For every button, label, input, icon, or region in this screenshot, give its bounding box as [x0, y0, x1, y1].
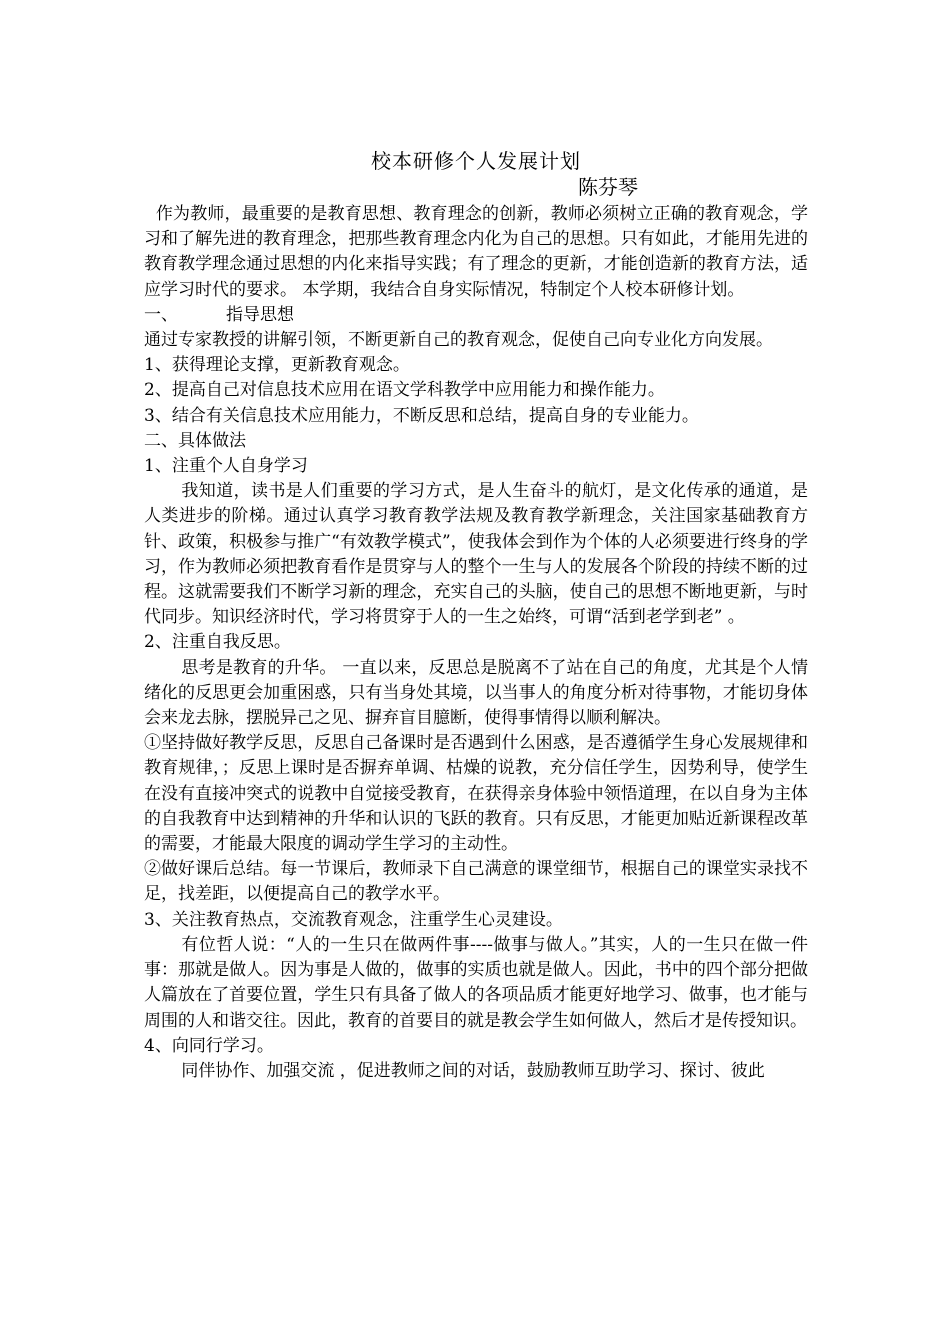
list-item: 2、提高自己对信息技术应用在语文学科教学中应用能力和操作能力。: [144, 380, 665, 401]
guiding-paragraph: 通过专家教授的讲解引领，不断更新自己的教育观念，促使自己向专业化方向发展。: [144, 330, 773, 351]
paragraph: 思考是教育的升华。 一直以来，反思总是脱离不了站在自己的角度，尤其是个人情绪化的反思更会加重困惑，只有当身处其境，以当事人的角度分析对待事物，才能切身体会来龙去脉，摆脱异己之见、摒弃盲目臆断，使得事情得以顺利解决。: [144, 657, 808, 729]
section-heading-methods: 二、具体做法: [144, 430, 246, 451]
paragraph: 有位哲人说：“人的一生只在做两件事----做事与做人。”其实，人的一生只在做一件事：那就是做人。因为事是人做的，做事的实质也就是做人。因此，书中的四个部分把做人篇放在了首要位置，学生只有具备了做人的各项品质才能更好地学习、做事，也才能与周围的人和谐交往。因此，教育的首要目的就是教会学生如何做人，然后才是传授知识。: [144, 934, 808, 1031]
section-heading-guiding: [144, 303, 808, 328]
section-number: 一、: [144, 304, 178, 325]
subsection-title: 4、向同行学习。: [144, 1035, 274, 1056]
document-page: [144, 148, 808, 1084]
paragraph: ②做好课后总结。每一节课后，教师录下自己满意的课堂细节，根据自己的课堂实录找不足，找差距，以便提高自己的教学水平。: [144, 859, 808, 905]
subsection-title: 1、注重个人自身学习: [144, 456, 308, 477]
list-item: 3、结合有关信息技术应用能力，不断反思和总结，提高自身的专业能力。: [144, 405, 699, 426]
subsection-title: 3、关注教育热点，交流教育观念，注重学生心灵建设。: [144, 909, 563, 930]
paragraph: ①坚持做好教学反思，反思自己备课时是否遇到什么困惑，是否遵循学生身心发展规律和教育规律，；反思上课时是否摒弃单调、枯燥的说教，充分信任学生，因势利导，使学生在没有直接冲突式的说教中自觉接受教育，在获得亲身体验中领悟道理，在以自身为主体的自我教育中达到精神的升华和认识的飞跃的教育。只有反思，才能更加贴近新课程改革的需要，才能最大限度的调动学生学习的主动性。: [144, 733, 808, 855]
subsection-title: 2、注重自我反思。: [144, 632, 291, 653]
section-title: 指导思想: [226, 304, 294, 325]
intro-paragraph: 作为教师，最重要的是教育思想、教育理念的创新，教师必须树立正确的教育观念，学习和了解先进的教育理念，把那些教育理念内化为自己的思想。只有如此，才能用先进的教育教学理念通过思想的内化来指导实践；有了理念的更新，才能创造新的教育方法，适应学习时代的要求。 本学期，我结合自身实际情况，特制定个人校本研修计划。: [144, 204, 808, 300]
paragraph: 我知道，读书是人们重要的学习方式，是人生奋斗的航灯，是文化传承的通道，是人类进步的阶梯。通过认真学习教育教学法规及教育教学新理念，关注国家基础教育方针、政策，积极参与推广“有效教学模式”，使我体会到作为个体的人必须要进行终身的学习，作为教师必须把教育看作是贯穿与人的整个一生与人的发展各个阶段的持续不断的过程。这就需要我们不断学习新的理念，充实自己的头脑，使自己的思想不断地更新，与时代同步。知识经济时代，学习将贯穿于人的一生之始终，可谓“活到老学到老” 。: [144, 481, 808, 628]
list-item: 1、获得理论支撑，更新教育观念。: [144, 355, 410, 376]
document-title: 校本研修个人发展计划: [371, 149, 581, 173]
paragraph: 同伴协作、加强交流 ，促进教师之间的对话，鼓励教师互助学习、探讨、彼此: [181, 1060, 765, 1081]
author-name: 陈芬琴: [578, 175, 638, 199]
